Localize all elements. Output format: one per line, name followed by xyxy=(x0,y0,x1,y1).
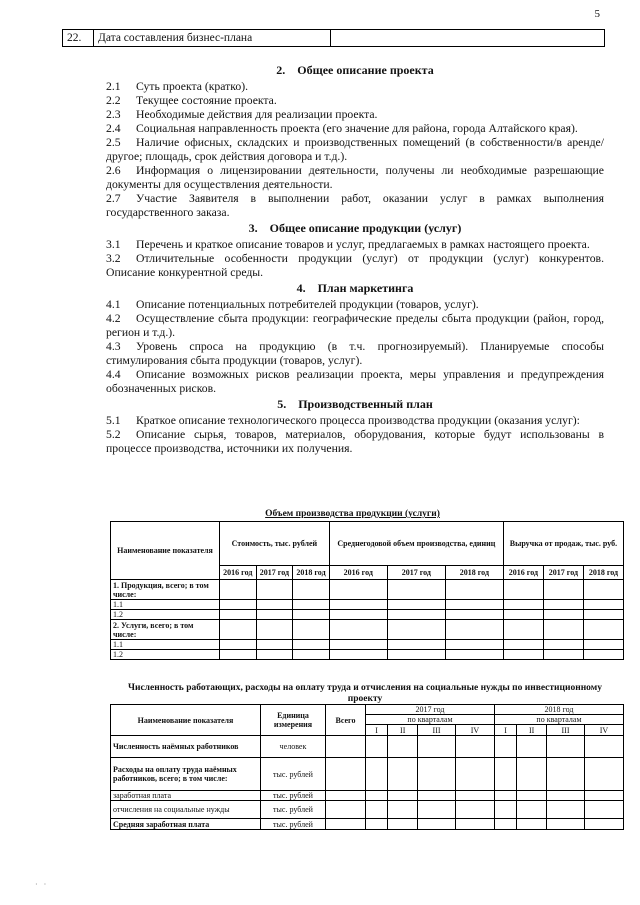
table-cell xyxy=(329,640,387,650)
quarter-group-header: по кварталам xyxy=(494,715,623,725)
table-cell xyxy=(387,650,445,660)
item-text: Необходимые действия для реализации проекта. xyxy=(136,108,378,121)
quarter-header: I xyxy=(366,725,388,736)
table-cell xyxy=(494,819,516,830)
section-heading xyxy=(106,221,604,235)
col-header-name: Наименование показателя xyxy=(111,522,220,580)
table-cell xyxy=(503,580,543,600)
list-item xyxy=(106,108,604,122)
item-text: Наличие офисных, складских и производственных помещений (в собственности/в аренде/другое; площадь, срок действия договора и т.д.). xyxy=(106,136,604,163)
item-number: 4.3 xyxy=(106,340,121,353)
document-body xyxy=(106,62,604,456)
table-cell xyxy=(547,758,585,791)
table-cell xyxy=(503,620,543,640)
table-cell xyxy=(517,758,547,791)
table-cell xyxy=(388,758,418,791)
item-number: 2.1 xyxy=(106,80,121,93)
table-cell xyxy=(293,650,330,660)
unit-cell: тыс. рублей xyxy=(261,791,326,801)
row-label: Расходы на оплату труда наёмных работников, всего; в том числе: xyxy=(111,758,261,791)
year-header: 2017 год xyxy=(543,566,583,580)
quarter-header: II xyxy=(517,725,547,736)
table-cell xyxy=(388,819,418,830)
scan-artifact: · · xyxy=(35,880,49,889)
col-header-cost: Стоимость, тыс. рублей xyxy=(220,522,330,566)
quarter-header: II xyxy=(388,725,418,736)
year-header: 2018 год xyxy=(293,566,330,580)
item-number: 5.2 xyxy=(106,428,121,441)
item-number: 2.6 xyxy=(106,164,121,177)
item-text: Описание возможных рисков реализации проекта, меры управления и предупреждения обозначенных рисков. xyxy=(106,368,604,395)
list-item xyxy=(106,340,604,368)
table-cell xyxy=(418,758,456,791)
table-cell xyxy=(293,620,330,640)
table-cell xyxy=(326,758,366,791)
table-cell xyxy=(543,620,583,640)
table-cell xyxy=(503,610,543,620)
table-cell xyxy=(220,600,257,610)
col-header-total: Всего xyxy=(326,705,366,736)
table-cell xyxy=(543,600,583,610)
year-header: 2018 год xyxy=(494,705,623,715)
list-item xyxy=(106,312,604,340)
table-cell xyxy=(220,580,257,600)
table-cell xyxy=(418,819,456,830)
table-row xyxy=(111,640,624,650)
table-cell xyxy=(366,819,388,830)
table1-caption: Объем производства продукции (услуги) xyxy=(265,509,440,519)
table-cell xyxy=(220,610,257,620)
list-item xyxy=(106,414,604,428)
table-cell xyxy=(326,736,366,758)
item-text: Участие Заявителя в выполнении работ, оказании услуг в рамках выполнения государственного заказа. xyxy=(106,192,604,219)
item-number: 3.2 xyxy=(106,252,121,265)
list-item xyxy=(106,164,604,192)
table-cell xyxy=(583,600,623,610)
row-label: Численность наёмных работников xyxy=(111,736,261,758)
table-cell xyxy=(329,620,387,640)
table-cell xyxy=(329,580,387,600)
item-text: Социальная направленность проекта (его значение для района, города Алтайского края). xyxy=(136,122,578,135)
table-cell xyxy=(256,600,293,610)
table-cell xyxy=(503,600,543,610)
item-text: Описание сырья, товаров, материалов, оборудования, которые будут использованы в процессе производства, источники их получения. xyxy=(106,428,604,455)
table-row xyxy=(63,30,605,47)
table-cell xyxy=(256,620,293,640)
table-row xyxy=(111,522,624,566)
table-cell xyxy=(547,819,585,830)
year-header: 2016 год xyxy=(503,566,543,580)
table-cell xyxy=(584,819,623,830)
table-cell xyxy=(418,801,456,819)
production-table xyxy=(110,521,624,660)
section-heading xyxy=(106,397,604,411)
page-number: 5 xyxy=(594,8,600,20)
row-label: 1. Продукция, всего; в том числе: xyxy=(111,580,220,600)
table-cell xyxy=(256,640,293,650)
table-cell xyxy=(220,640,257,650)
row-label: 1.1 xyxy=(111,600,220,610)
table-cell xyxy=(220,650,257,660)
unit-cell: человек xyxy=(261,736,326,758)
item-number: 4.4 xyxy=(106,368,121,381)
table-cell xyxy=(543,640,583,650)
table-cell xyxy=(329,600,387,610)
item-text: Осуществление сбыта продукции: географические пределы сбыта продукции (район, город, регион и т.д.). xyxy=(106,312,604,339)
table-cell xyxy=(366,791,388,801)
item-number: 2.2 xyxy=(106,94,121,107)
table-row xyxy=(111,610,624,620)
list-item xyxy=(106,136,604,164)
year-header: 2018 год xyxy=(583,566,623,580)
row-label: Дата составления бизнес-плана xyxy=(94,30,331,47)
table-cell xyxy=(583,640,623,650)
table-cell xyxy=(494,791,516,801)
col-header-name: Наименование показателя xyxy=(111,705,261,736)
table-cell xyxy=(455,801,494,819)
table-row xyxy=(111,600,624,610)
item-text: Информация о лицензировании деятельности, получены ли необходимые разрешающие документы для осуществления деятельности. xyxy=(106,164,604,191)
table-cell xyxy=(584,758,623,791)
section-title: Общее описание проекта xyxy=(297,63,434,77)
col-header-revenue: Выручка от продаж, тыс. руб. xyxy=(503,522,623,566)
section-heading xyxy=(106,281,604,295)
table-cell xyxy=(583,620,623,640)
table-row xyxy=(111,791,624,801)
table-cell xyxy=(503,640,543,650)
table-cell xyxy=(547,801,585,819)
table-cell xyxy=(387,610,445,620)
table-cell xyxy=(293,600,330,610)
table-cell xyxy=(293,640,330,650)
table-cell xyxy=(445,580,503,600)
unit-cell: тыс. рублей xyxy=(261,758,326,791)
table-cell xyxy=(543,580,583,600)
item-text: Уровень спроса на продукцию (в т.ч. прогнозируемый). Планируемые способы стимулирования сбыта продукции (товаров, услуг). xyxy=(106,340,604,367)
list-item xyxy=(106,192,604,220)
table-cell xyxy=(366,801,388,819)
table-cell xyxy=(445,650,503,660)
table-row xyxy=(111,650,624,660)
item-number: 5.1 xyxy=(106,414,121,427)
row-value xyxy=(331,30,605,47)
table-cell xyxy=(220,620,257,640)
table-cell xyxy=(293,610,330,620)
table-cell xyxy=(256,610,293,620)
table-row xyxy=(111,620,624,640)
section-title: План маркетинга xyxy=(317,281,414,295)
row-label: 1.2 xyxy=(111,650,220,660)
list-item xyxy=(106,238,604,252)
year-header: 2017 год xyxy=(366,705,495,715)
year-header: 2016 год xyxy=(329,566,387,580)
table-cell xyxy=(329,610,387,620)
item-text: Краткое описание технологического процесса производства продукции (оказания услуг): xyxy=(136,414,580,427)
section-number: 5. xyxy=(277,397,287,411)
table-cell xyxy=(387,580,445,600)
top-table xyxy=(62,29,605,47)
table-cell xyxy=(329,650,387,660)
row-label: отчисления на социальные нужды xyxy=(111,801,261,819)
table-cell xyxy=(543,610,583,620)
row-label: 1.2 xyxy=(111,610,220,620)
list-item xyxy=(106,368,604,396)
quarter-header: IV xyxy=(455,725,494,736)
list-item xyxy=(106,252,604,280)
table-row xyxy=(111,758,624,791)
table-cell xyxy=(517,801,547,819)
list-item xyxy=(106,298,604,312)
item-number: 2.7 xyxy=(106,192,121,205)
item-number: 3.1 xyxy=(106,238,121,251)
section-number: 2. xyxy=(276,63,286,77)
table-cell xyxy=(445,640,503,650)
table-cell xyxy=(494,758,516,791)
item-number: 4.1 xyxy=(106,298,121,311)
table-cell xyxy=(455,791,494,801)
table-cell xyxy=(543,650,583,660)
item-text: Перечень и краткое описание товаров и услуг, предлагаемых в рамках настоящего проекта. xyxy=(136,238,590,251)
year-header: 2018 год xyxy=(445,566,503,580)
table-cell xyxy=(494,801,516,819)
table-cell xyxy=(418,791,456,801)
table-cell xyxy=(503,650,543,660)
item-text: Текущее состояние проекта. xyxy=(136,94,277,107)
table-cell xyxy=(418,736,456,758)
table-cell xyxy=(388,736,418,758)
table-cell xyxy=(366,736,388,758)
table-cell xyxy=(517,791,547,801)
table-row xyxy=(111,819,624,830)
table-cell xyxy=(584,736,623,758)
item-text: Суть проекта (кратко). xyxy=(136,80,249,93)
section-heading xyxy=(106,63,604,77)
table-cell xyxy=(387,620,445,640)
table-cell xyxy=(445,610,503,620)
quarter-header: III xyxy=(418,725,456,736)
item-number: 2.3 xyxy=(106,108,121,121)
quarter-group-header: по кварталам xyxy=(366,715,495,725)
table2-caption: Численность работающих, расходы на оплату труда и отчисления на социальные нужды по инвестиционному проекту xyxy=(128,683,602,704)
table-cell xyxy=(256,650,293,660)
table-cell xyxy=(387,640,445,650)
year-header: 2017 год xyxy=(256,566,293,580)
row-label: заработная плата xyxy=(111,791,261,801)
unit-cell: тыс. рублей xyxy=(261,819,326,830)
table-cell xyxy=(388,801,418,819)
list-item xyxy=(106,94,604,108)
table-row xyxy=(111,705,624,715)
quarter-header: IV xyxy=(584,725,623,736)
table-cell xyxy=(455,819,494,830)
table-cell xyxy=(293,580,330,600)
item-text: Описание потенциальных потребителей продукции (товаров, услуг). xyxy=(136,298,479,311)
year-header: 2017 год xyxy=(387,566,445,580)
item-text: Отличительные особенности продукции (услуг) от продукции (услуг) конкурентов. Описание конкурентной среды. xyxy=(106,252,604,279)
list-item xyxy=(106,122,604,136)
table-cell xyxy=(583,580,623,600)
table-cell xyxy=(584,801,623,819)
table-cell xyxy=(326,801,366,819)
table-cell xyxy=(583,610,623,620)
row-label: 2. Услуги, всего; в том числе: xyxy=(111,620,220,640)
table-row xyxy=(111,736,624,758)
table-row xyxy=(111,580,624,600)
table-cell xyxy=(494,736,516,758)
col-header-unit: Единица измерения xyxy=(261,705,326,736)
quarter-header: I xyxy=(494,725,516,736)
table-cell xyxy=(445,600,503,610)
table-cell xyxy=(326,819,366,830)
table-cell xyxy=(455,736,494,758)
table-cell xyxy=(584,791,623,801)
row-label: 1.1 xyxy=(111,640,220,650)
item-number: 2.5 xyxy=(106,136,121,149)
table-cell xyxy=(583,650,623,660)
section-number: 3. xyxy=(248,221,258,235)
table-cell xyxy=(455,758,494,791)
table-cell xyxy=(517,736,547,758)
list-item xyxy=(106,80,604,94)
list-item xyxy=(106,428,604,456)
quarter-header: III xyxy=(547,725,585,736)
row-number: 22. xyxy=(63,30,94,47)
table-cell xyxy=(366,758,388,791)
table-cell xyxy=(547,736,585,758)
table-cell xyxy=(445,620,503,640)
col-header-volume: Среднегодовой объем производства, единиц xyxy=(329,522,503,566)
table-cell xyxy=(547,791,585,801)
section-number: 4. xyxy=(296,281,306,295)
year-header: 2016 год xyxy=(220,566,257,580)
table-cell xyxy=(388,791,418,801)
item-number: 2.4 xyxy=(106,122,121,135)
table-row xyxy=(111,801,624,819)
table-cell xyxy=(517,819,547,830)
row-label: Средняя заработная плата xyxy=(111,819,261,830)
section-title: Производственный план xyxy=(298,397,433,411)
table-cell xyxy=(256,580,293,600)
unit-cell: тыс. рублей xyxy=(261,801,326,819)
table-cell xyxy=(387,600,445,610)
section-title: Общее описание продукции (услуг) xyxy=(269,221,462,235)
staff-table xyxy=(110,704,624,830)
table-cell xyxy=(326,791,366,801)
item-number: 4.2 xyxy=(106,312,121,325)
